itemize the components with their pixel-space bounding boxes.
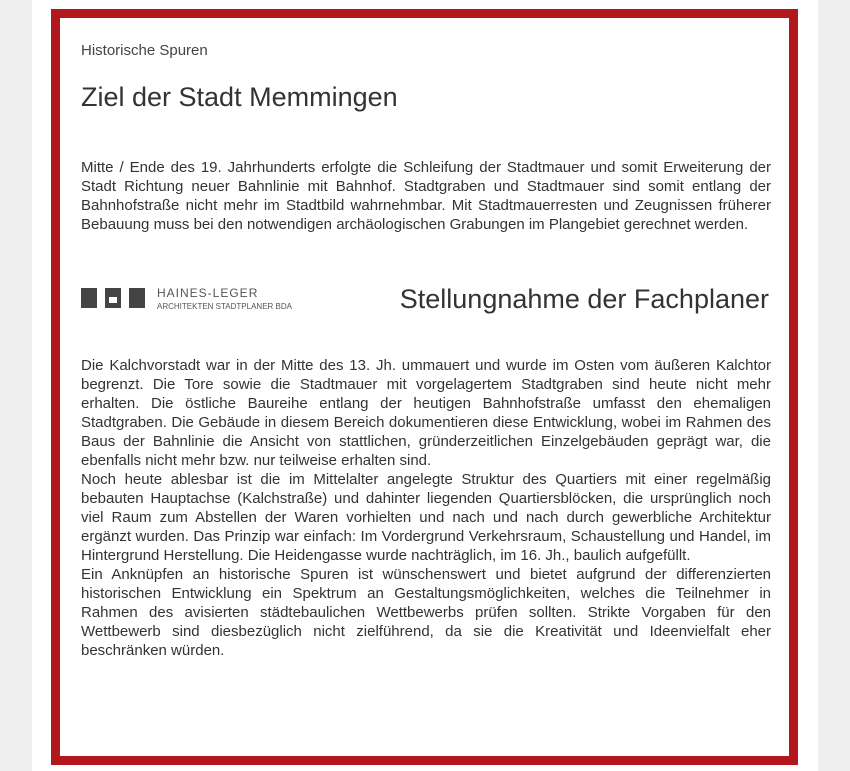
page-title: Ziel der Stadt Memmingen	[81, 82, 398, 112]
document-frame	[51, 9, 798, 765]
logo-heading-row	[81, 284, 771, 324]
statement-paragraph: Die Kalchvorstadt war in der Mitte des 13. Jh. ummauert und wurde im Osten vom äußeren Kalchtor begrenzt. Die Tore sowie die Stadtmauer mit vorgelagertem Stadtgraben sind heute nicht mehr erhalten. Die östliche Baureihe entlang der heutigen Bahnhofstraße umfasst den ehemaligen Stadtgraben. Die Gebäude in diesem Bereich dokumentieren diese Entwicklung, wobei im Rahmen des Baus der Bahnlinie die Ansicht von stattlichen, gründerzeitlichen Einzelgebäuden geprägt war, die ebenfalls nicht mehr bzw. nur teilweise erhalten sind.	[81, 357, 771, 469]
section-label: Historische Spuren	[81, 42, 208, 59]
section-heading: Stellungnahme der Fachplaner	[399, 284, 769, 314]
logo-name: HAINES-LEGER	[157, 286, 259, 300]
haines-leger-logo-icon	[81, 288, 145, 308]
intro-paragraph: Mitte / Ende des 19. Jahrhunderts erfolgte die Schleifung der Stadtmauer und somit Erweiterung der Stadt Richtung neuer Bahnlinie mit Bahnhof. Stadtgraben und Stadtmauer sind somit entlang der Bahnhofstraße nicht mehr im Stadtbild wahrnehmbar. Mit Stadtmauerresten und Zeugnissen früherer Bebauung muss bei den notwendigen archäologischen Grabungen im Plangebiet gerechnet werden.	[81, 159, 771, 233]
statement-text	[81, 356, 771, 660]
logo-subtitle: ARCHITEKTEN STADTPLANER BDA	[157, 302, 292, 311]
statement-paragraph: Ein Anknüpfen an historische Spuren ist wünschenswert und bietet aufgrund der differenzierten historischen Entwicklung ein Spektrum an Gestaltungsmöglichkeiten, welches die Teilnehmer in Rahmen des avisierten städtebaulichen Wettbewerbs prüfen sollten. Strikte Vorgaben für den Wettbewerb sind diesbezüglich nicht zielführend, da sie die Kreativität und Ideenvielfalt eher beschränken würden.	[81, 566, 771, 659]
statement-paragraph: Noch heute ablesbar ist die im Mittelalter angelegte Struktur des Quartiers mit einer regelmäßig bebauten Hauptachse (Kalchstraße) und dahinter liegenden Quartiersblöcken, die ursprünglich noch viel Raum zum Abstellen der Waren vorhielten und nach und nach durch gewerbliche Architektur ergänzt wurden. Das Prinzip war einfach: Im Vordergrund Verkehrsraum, Schaustellung und Handel, im Hintergrund Herstellung. Die Heidengasse wurde nachträglich, im 16. Jh., baulich aufgefüllt.	[81, 471, 771, 564]
